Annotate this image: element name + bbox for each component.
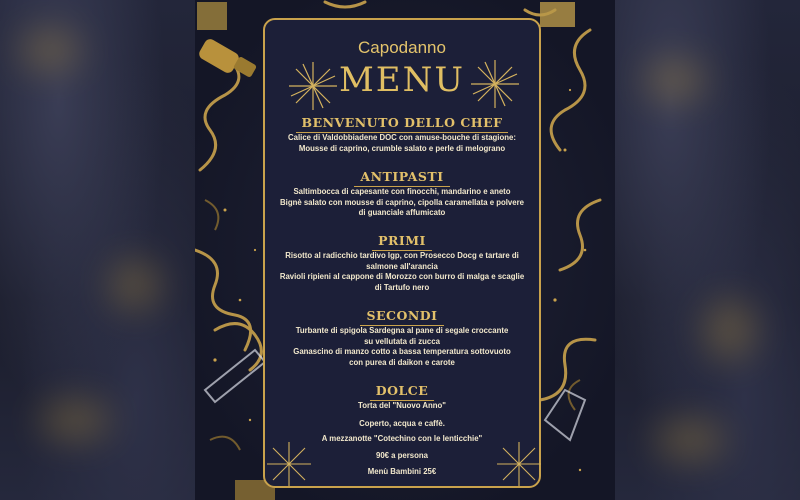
menu-poster (195, 0, 615, 500)
menu-card (263, 18, 541, 488)
midnight-text: A mezzanotte "Cotechino con le lenticchie" (321, 434, 483, 443)
kids-price-text: Menù Bambini 25€ (367, 467, 437, 476)
section-primi (275, 230, 529, 293)
menu-item-line: Ravioli ripieni al cappone di Morozzo con burro di malga e scaglie (279, 272, 525, 281)
menu-item-line: salmone all'arancia (366, 261, 438, 271)
menu-item-line: di guanciale affumicato (358, 208, 446, 217)
menu-item-line: su vellutata di zucca (364, 336, 440, 346)
firework-icon (265, 440, 313, 488)
blurred-background-right (615, 0, 800, 500)
menu-item-line: Ganascino di manzo cotto a bassa temperatura sottovuoto (293, 347, 511, 356)
menu-item-line: Saltimbocca di capesante con finocchi, mandarino e aneto (293, 187, 511, 196)
section-heading: BENVENUTO DELLO CHEF (296, 115, 509, 133)
section-dolce (275, 380, 529, 412)
menu-title-big: MENU (338, 60, 466, 100)
firework-icon (495, 440, 543, 488)
section-heading: PRIMI (372, 233, 432, 251)
menu-item-line: Calice di Valdobbiadene DOC con amuse-bouche di stagione: (288, 133, 516, 142)
menu-item-line: di Tartufo nero (374, 282, 430, 292)
section-antipasti (275, 166, 529, 219)
menu-item-line: Bignè salato con mousse di caprino, cipolla caramellata e polvere (280, 197, 524, 207)
cover-charge-text: Coperto, acqua e caffè. (359, 419, 445, 428)
blurred-background-left (0, 0, 195, 500)
champagne-bottle-decoration (197, 37, 257, 78)
section-heading: DOLCE (370, 383, 435, 401)
section-benvenuto (275, 112, 529, 154)
menu-item-line: Torta del "Nuovo Anno" (358, 401, 446, 410)
section-secondi (275, 305, 529, 368)
menu-item-line: Mousse di caprino, crumble salato e perle di melograno (298, 143, 506, 153)
price-text: 90€ a persona (375, 451, 428, 460)
menu-title-small: Capodanno (358, 38, 446, 57)
section-heading: SECONDI (360, 308, 443, 326)
menu-item-line: Risotto al radicchio tardivo Igp, con Prosecco Docg e tartare di (285, 251, 519, 260)
section-heading: ANTIPASTI (354, 169, 449, 187)
menu-item-line: Turbante di spigola Sardegna al pane di segale croccante (295, 326, 509, 335)
menu-item-line: con purea di daikon e carote (349, 357, 455, 367)
